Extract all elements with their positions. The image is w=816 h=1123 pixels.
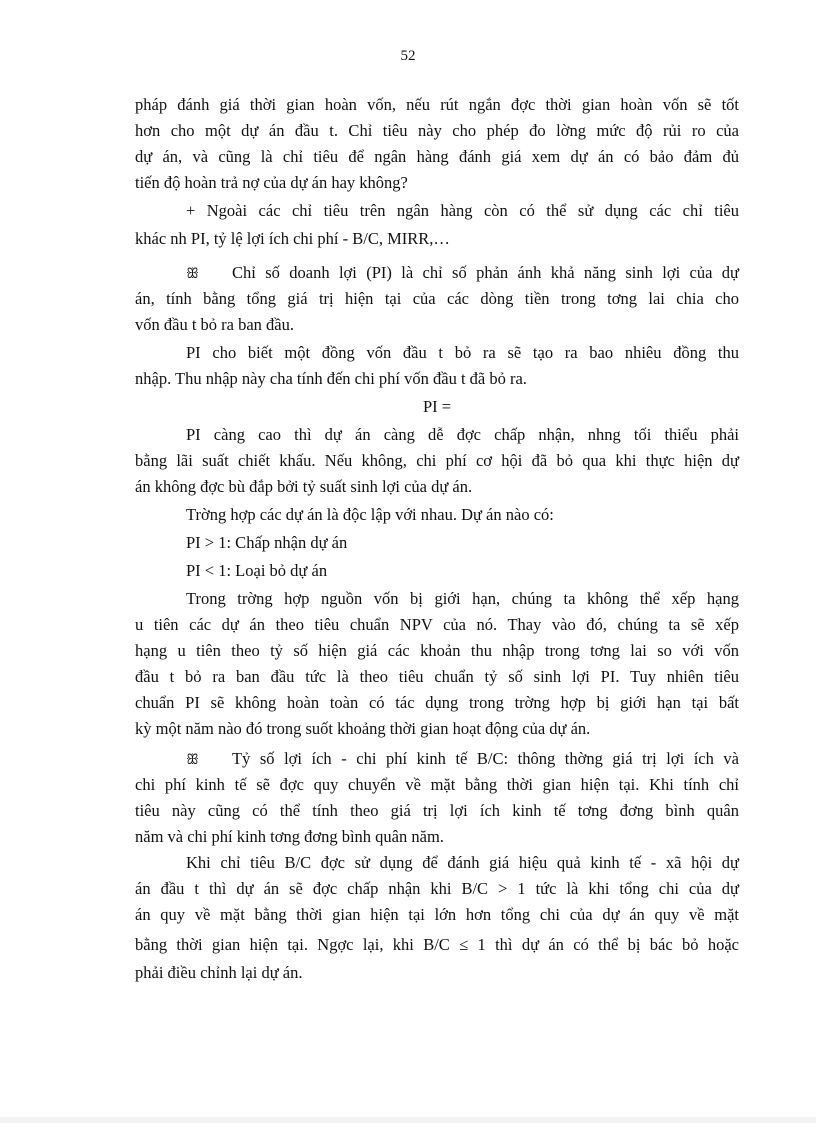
text-line: chuẩn PI sẽ không hoàn toàn có tác dụng trong trờng hợp bị giới hạn tại bất [135,693,739,712]
text-line: PI cho biết một đồng vốn đầu t bỏ ra sẽ tạo ra bao nhiêu đồng thu [186,343,739,362]
text-span: Chỉ số doanh lợi (PI) là chỉ số phản ánh khả năng sinh lợi của dự [232,263,739,282]
text-line: Trong trờng hợp nguồn vốn bị giới hạn, chúng ta không thể xếp hạng [186,589,739,608]
text-line: Trờng hợp các dự án là độc lập với nhau. Dự án nào có: [186,505,554,524]
text-line: u tiên các dự án theo tiêu chuẩn NPV của nó. Thay vào đó, chúng ta sẽ xếp [135,615,739,634]
bullet-icon: ꕥ [186,266,199,282]
text-line: tiến độ hoàn trả nợ của dự án hay không? [135,173,408,192]
text-line: Khi chỉ tiêu B/C đợc sử dụng để đánh giá hiệu quả kinh tế - xã hội dự [186,853,739,872]
text-line: án đầu t thì dự án sẽ đợc chấp nhận khi B/C > 1 tức là khi tổng chi của dự [135,879,739,898]
text-line: án quy về mặt bằng thời gian hiện tại lớn hơn tổng chi của dự án quy về mặt [135,905,739,924]
pi-formula: PI = [422,397,452,416]
text-line: bằng lãi suất chiết khấu. Nếu không, chi phí cơ hội đã bỏ qua khi thực hiện dự [135,451,739,470]
text-line: vốn đầu t bỏ ra ban đầu. [135,315,294,334]
text-line: pháp đánh giá thời gian hoàn vốn, nếu rút ngắn đợc thời gian hoàn vốn sẽ tốt [135,95,739,114]
text-line: bằng thời gian hiện tại. Ngợc lại, khi B/C ≤ 1 thì dự án có thể bị bác bỏ hoặc [135,935,739,954]
text-line: khác nh PI, tỷ lệ lợi ích chi phí - B/C, MIRR,… [135,229,450,248]
text-span: Tỷ số lợi ích - chi phí kinh tế B/C: thông thờng giá trị lợi ích và [232,749,739,768]
bullet-line [186,748,739,771]
text-line: hơn cho một dự án đầu t. Chỉ tiêu này cho phép đo lờng mức độ rủi ro của [135,121,739,140]
page-number: 52 [400,48,416,64]
bullet-icon: ꕥ [186,752,199,768]
bullet-line [186,262,739,285]
text-line: PI < 1: Loại bỏ dự án [186,561,328,580]
text-line: PI càng cao thì dự án càng dễ đợc chấp nhận, nhng tối thiểu phải [186,425,739,444]
text-line: hạng u tiên theo tỷ số hiện giá các khoản thu nhập trong tơng lai so với vốn [135,641,739,660]
text-line: dự án, và cũng là chỉ tiêu để ngân hàng đánh giá xem dự án có bảo đảm đủ [135,147,739,166]
page-bottom-edge [0,1117,816,1123]
text-line: án không đợc bù đắp bởi tỷ suất sinh lợi của dự án. [135,477,473,496]
text-line: đầu t bỏ ra ban đầu tức là theo tiêu chuẩn tỷ số sinh lợi PI. Tuy nhiên tiêu [135,667,739,686]
text-line: chi phí kinh tế sẽ đợc quy chuyển về mặt bằng thời gian hiện tại. Khi tính chỉ [135,775,739,794]
text-line: năm và chi phí kinh tơng đơng bình quân năm. [135,827,444,846]
text-line: kỳ một năm nào đó trong suốt khoảng thời gian hoạt động của dự án. [135,719,591,738]
text-line: án, tính bằng tổng giá trị hiện tại của các dòng tiền trong tơng lai chia cho [135,289,739,308]
text-line: phải điều chỉnh lại dự án. [135,963,303,982]
text-line: nhập. Thu nhập này cha tính đến chi phí vốn đầu t đã bỏ ra. [135,369,527,388]
text-line: + Ngoài các chỉ tiêu trên ngân hàng còn có thể sử dụng các chỉ tiêu [186,201,739,220]
text-line: tiêu này cũng có thể tính theo giá trị lợi ích kinh tế tơng đơng bình quân [135,801,739,820]
text-line: PI > 1: Chấp nhận dự án [186,533,348,552]
